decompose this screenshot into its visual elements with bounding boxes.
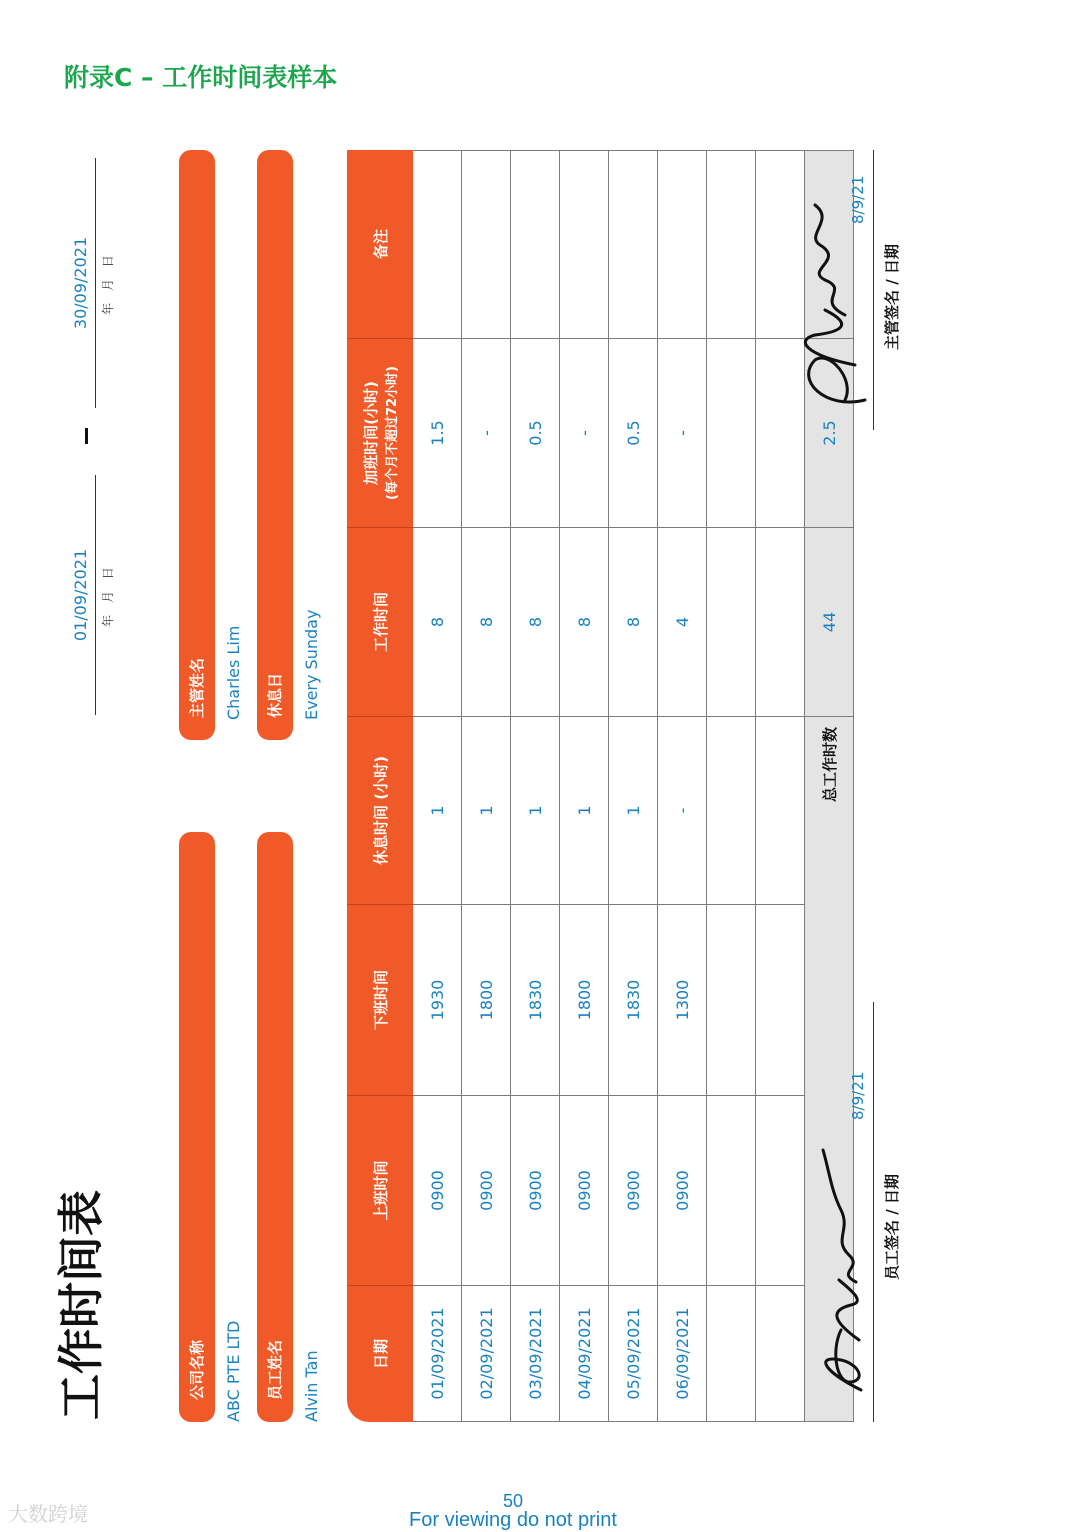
employee-signature-caption: 员工签名 / 日期 xyxy=(883,1174,901,1280)
employee-value: Alvin Tan xyxy=(302,1350,321,1422)
cell-remarks xyxy=(658,150,707,338)
page-number: 50 xyxy=(502,1491,524,1511)
timesheet-table xyxy=(347,150,854,1422)
cell-end xyxy=(756,904,805,1095)
cell-break: 1 xyxy=(511,716,560,904)
cell-break: 1 xyxy=(609,716,658,904)
cell-remarks xyxy=(413,150,462,338)
company-value: ABC PTE LTD xyxy=(224,1320,243,1422)
cell-start: 0900 xyxy=(511,1095,560,1285)
employee-signature-date: 8/9/21 xyxy=(849,1071,867,1120)
cell-work: 4 xyxy=(658,527,707,716)
supervisor-label: 主管姓名 xyxy=(179,150,215,740)
total-label: 总工作时数 xyxy=(805,716,854,1422)
cell-work: 8 xyxy=(560,527,609,716)
cell-end: 1830 xyxy=(609,904,658,1095)
header-date: 日期 xyxy=(347,1285,413,1422)
restday-value: Every Sunday xyxy=(302,609,321,720)
total-overtime: 2.5 xyxy=(805,338,854,527)
table-row-empty xyxy=(707,150,756,1422)
table-row xyxy=(413,150,462,1422)
cell-end: 1800 xyxy=(560,904,609,1095)
cell-remarks xyxy=(609,150,658,338)
cell-end: 1830 xyxy=(511,904,560,1095)
period-start-caption: 年 月 日 xyxy=(101,563,115,627)
cell-work: 8 xyxy=(413,527,462,716)
cell-break xyxy=(707,716,756,904)
header-start-time: 上班时间 xyxy=(347,1095,413,1285)
employee-signature-line xyxy=(873,1002,874,1422)
cell-break: - xyxy=(658,716,707,904)
cell-date: 01/09/2021 xyxy=(413,1285,462,1422)
supervisor-signature-line xyxy=(873,150,874,430)
header-end-time: 下班时间 xyxy=(347,904,413,1095)
cell-remarks xyxy=(511,150,560,338)
cell-date: 02/09/2021 xyxy=(462,1285,511,1422)
cell-start: 0900 xyxy=(560,1095,609,1285)
period-start-line xyxy=(95,475,96,715)
watermark: 大数跨境 xyxy=(8,1502,88,1526)
cell-work: 8 xyxy=(511,527,560,716)
total-hours: 44 xyxy=(805,527,854,716)
table-row xyxy=(462,150,511,1422)
cell-break: 1 xyxy=(413,716,462,904)
table-row xyxy=(658,150,707,1422)
cell-date: 06/09/2021 xyxy=(658,1285,707,1422)
page-note: For viewing do not print xyxy=(409,1509,617,1531)
appendix-heading: 附录C – 工作时间表样本 xyxy=(64,63,338,92)
cell-start xyxy=(707,1095,756,1285)
timesheet-form xyxy=(45,150,905,1440)
cell-date xyxy=(756,1285,805,1422)
cell-break xyxy=(756,716,805,904)
cell-start: 0900 xyxy=(462,1095,511,1285)
restday-label: 休息日 xyxy=(257,150,293,740)
header-overtime-line1: 加班时间(小时) xyxy=(362,381,380,485)
cell-work xyxy=(756,527,805,716)
period-end-caption: 年 月 日 xyxy=(101,251,115,315)
cell-remarks xyxy=(707,150,756,338)
cell-work: 8 xyxy=(462,527,511,716)
cell-end: 1930 xyxy=(413,904,462,1095)
cell-date: 05/09/2021 xyxy=(609,1285,658,1422)
cell-date: 04/09/2021 xyxy=(560,1285,609,1422)
header-overtime-line2: (每个月不超过72小时) xyxy=(385,366,400,500)
table-row xyxy=(609,150,658,1422)
cell-overtime: - xyxy=(560,338,609,527)
form-title: 工作时间表 xyxy=(54,1190,108,1420)
cell-start: 0900 xyxy=(413,1095,462,1285)
employee-signature-icon xyxy=(811,1140,873,1400)
cell-break: 1 xyxy=(560,716,609,904)
cell-overtime: 1.5 xyxy=(413,338,462,527)
cell-end: 1300 xyxy=(658,904,707,1095)
supervisor-signature-icon xyxy=(785,190,873,420)
supervisor-signature-date: 8/9/21 xyxy=(849,175,867,224)
cell-remarks xyxy=(560,150,609,338)
company-label: 公司名称 xyxy=(179,832,215,1422)
cell-end: 1800 xyxy=(462,904,511,1095)
cell-overtime: 0.5 xyxy=(609,338,658,527)
cell-overtime: - xyxy=(658,338,707,527)
header-remarks: 备注 xyxy=(347,150,413,338)
cell-overtime: 0.5 xyxy=(511,338,560,527)
header-overtime xyxy=(347,338,413,527)
cell-start: 0900 xyxy=(609,1095,658,1285)
cell-work: 8 xyxy=(609,527,658,716)
table-header-row xyxy=(347,150,413,1422)
cell-overtime: - xyxy=(462,338,511,527)
period-end-line xyxy=(95,158,96,408)
cell-break: 1 xyxy=(462,716,511,904)
supervisor-value: Charles Lim xyxy=(224,625,243,720)
employee-label: 员工姓名 xyxy=(257,832,293,1422)
cell-date xyxy=(707,1285,756,1422)
period-start-date: 01/09/2021 xyxy=(71,548,90,642)
header-work-hours: 工作时间 xyxy=(347,527,413,716)
cell-start: 0900 xyxy=(658,1095,707,1285)
cell-start xyxy=(756,1095,805,1285)
period-separator xyxy=(85,428,88,444)
cell-date: 03/09/2021 xyxy=(511,1285,560,1422)
table-row xyxy=(511,150,560,1422)
supervisor-signature-caption: 主管签名 / 日期 xyxy=(883,244,901,350)
period-end-date: 30/09/2021 xyxy=(71,236,90,330)
table-row xyxy=(560,150,609,1422)
header-break-hours: 休息时间 (小时) xyxy=(347,716,413,904)
cell-overtime xyxy=(707,338,756,527)
cell-remarks xyxy=(462,150,511,338)
cell-end xyxy=(707,904,756,1095)
cell-work xyxy=(707,527,756,716)
